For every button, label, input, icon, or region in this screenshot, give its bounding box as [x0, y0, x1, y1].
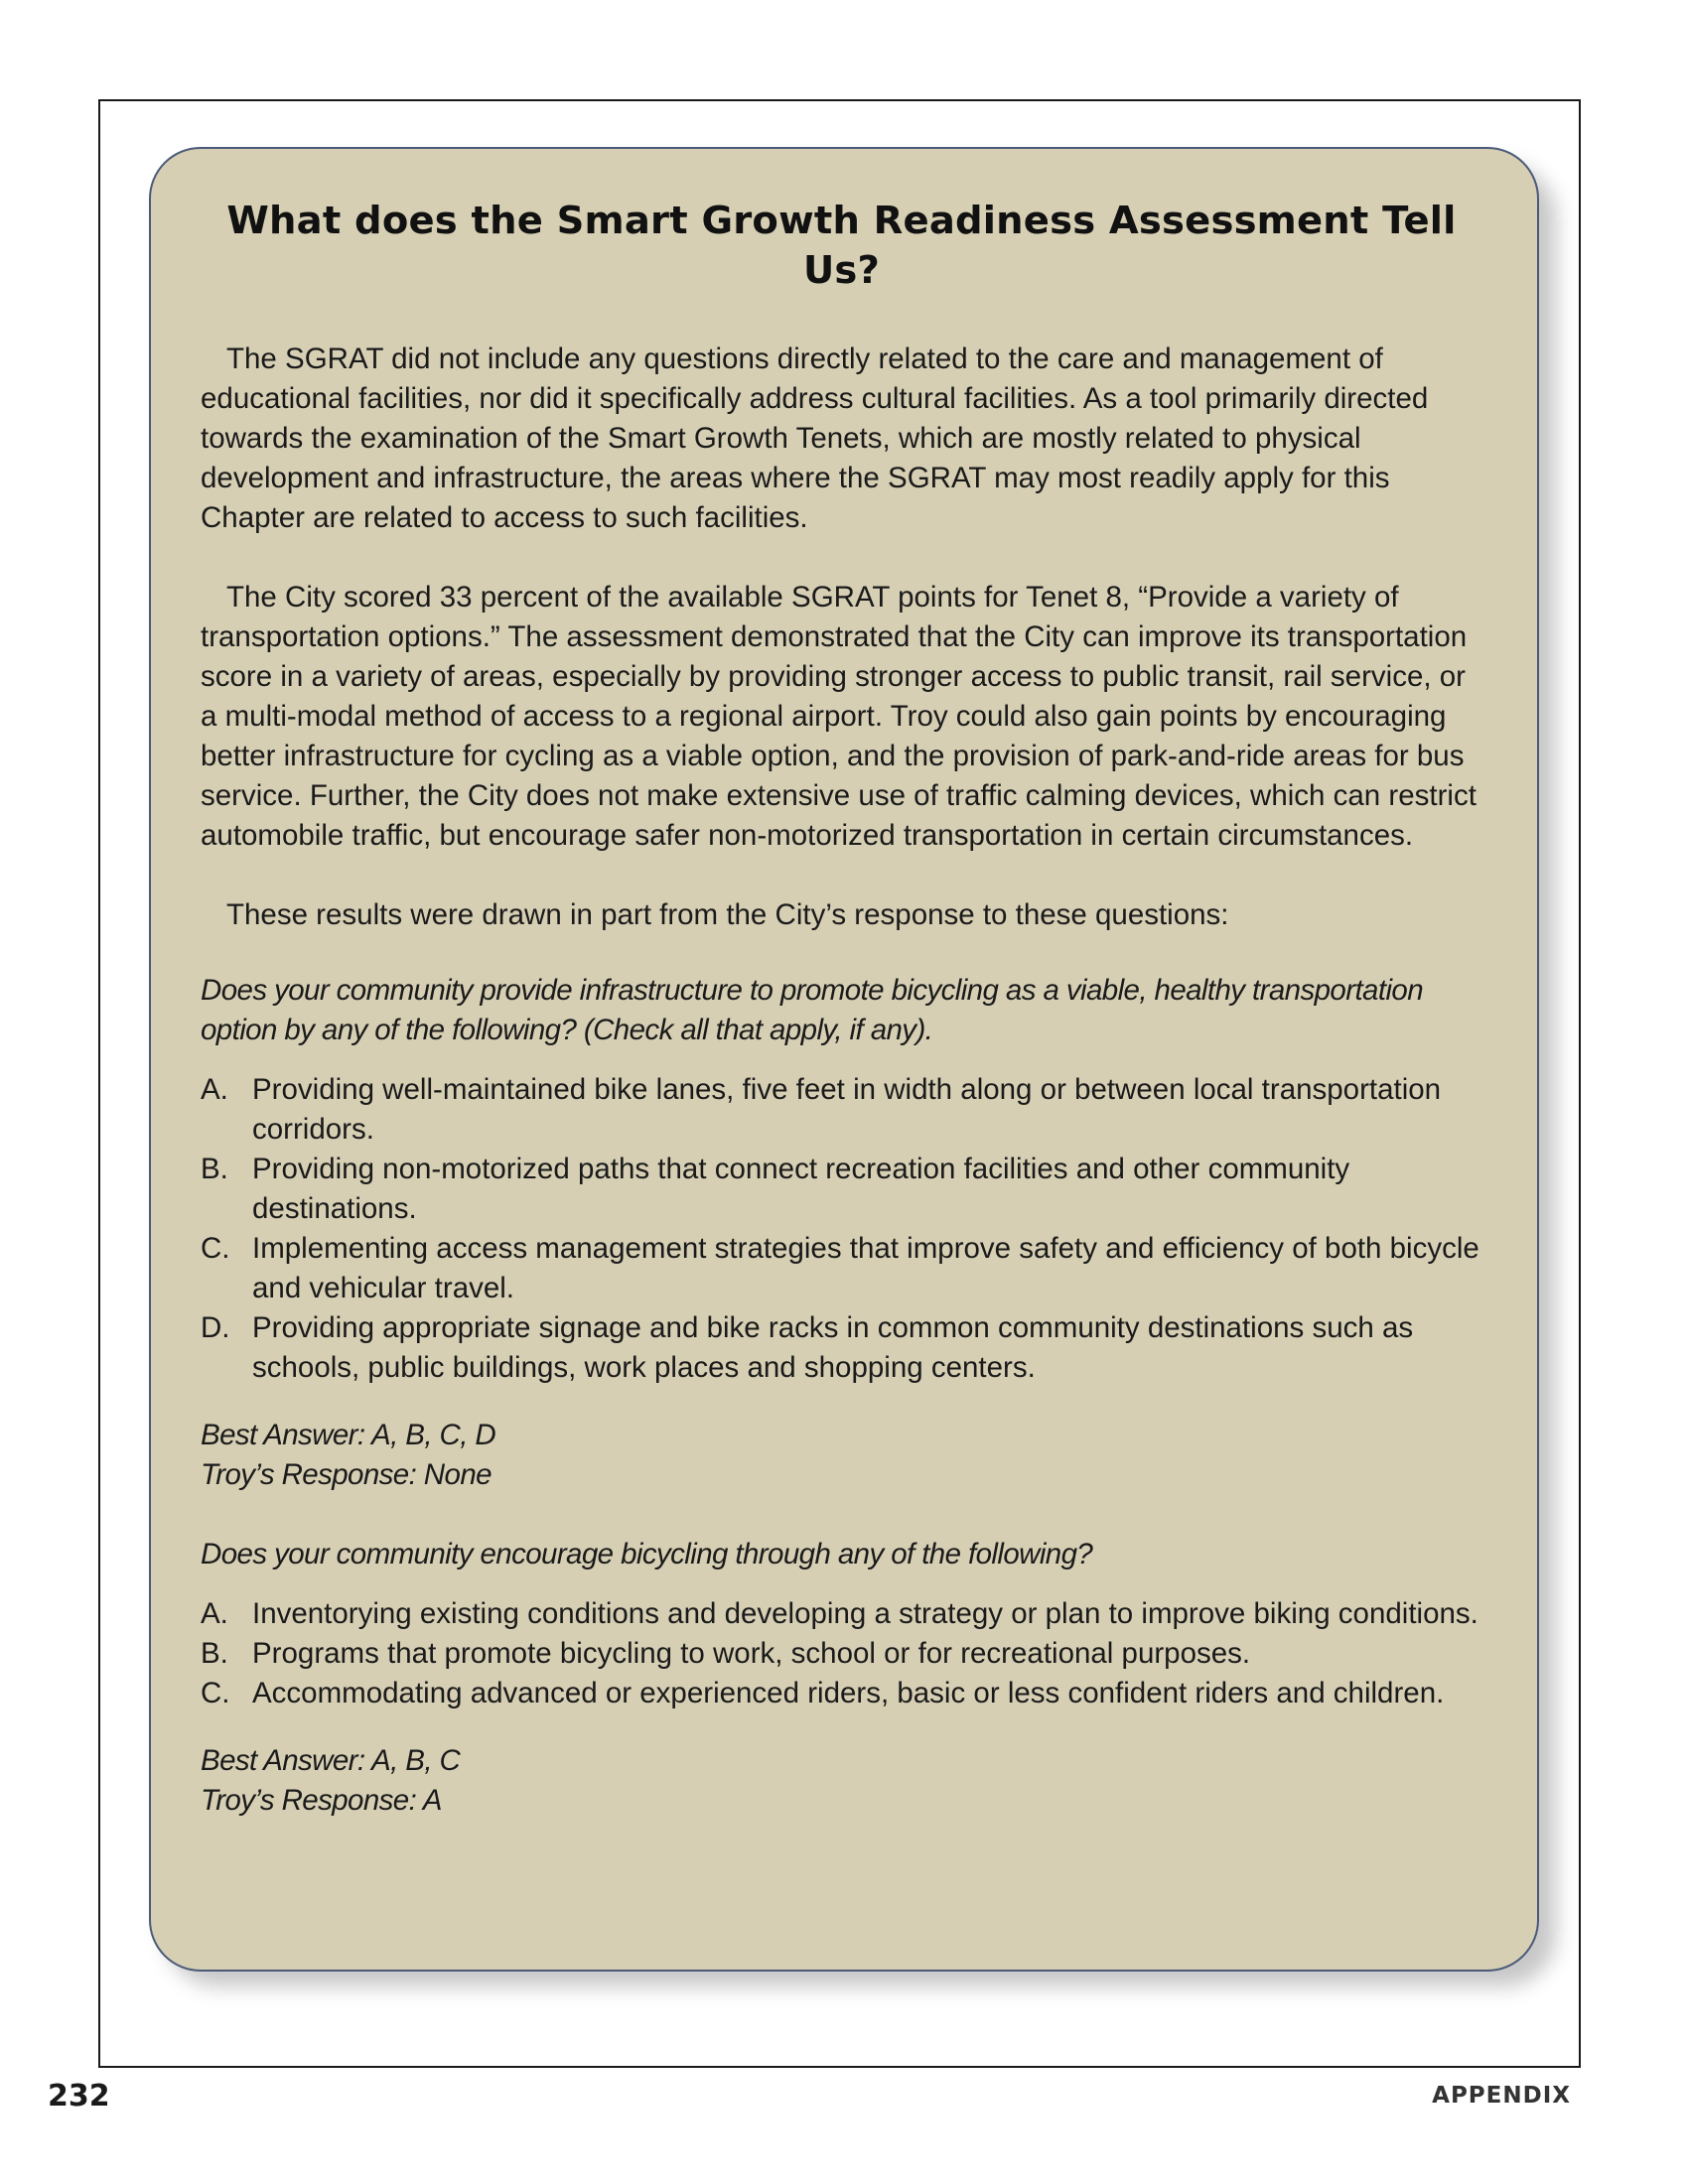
answer-block — [201, 1416, 1482, 1495]
option-text: Providing appropriate signage and bike racks in common community destinations such as schools, public buildings, work places and shopping centers. — [252, 1311, 1414, 1384]
option-list — [201, 1594, 1482, 1713]
list-item — [201, 1308, 1482, 1388]
option-text: Programs that promote bicycling to work, school or for recreational purposes. — [252, 1637, 1251, 1670]
list-item — [201, 1674, 1482, 1713]
panel-title: What does the Smart Growth Readiness Assessment Tell Us? — [226, 199, 1457, 293]
list-item — [201, 1634, 1482, 1674]
question-block-encouragement — [201, 1535, 1482, 1821]
intro-paragraph: The SGRAT did not include any questions directly related to the care and management of educational facilities, nor did it specifically address cultural facilities. As a tool primarily directed towards the examination of the Smart Growth Tenets, which are mostly related to physical development and infrastructure, the areas where the SGRAT may most readily apply for this Chapter are related to access to such facilities. — [201, 342, 1429, 534]
page-number: 232 — [48, 2079, 110, 2114]
option-letter: B. — [201, 1637, 228, 1670]
option-letter: D. — [201, 1311, 230, 1344]
troy-response: Troy’s Response: None — [201, 1458, 492, 1491]
results-paragraph: These results were drawn in part from the City’s response to these questions: — [226, 898, 1229, 931]
answer-block — [201, 1741, 1482, 1821]
troy-response: Troy’s Response: A — [201, 1784, 442, 1817]
option-text: Inventorying existing conditions and developing a strategy or plan to improve biking conditions. — [252, 1597, 1478, 1630]
question-text: Does your community provide infrastructure to promote bicycling as a viable, healthy transportation option by any of the following? (Check all that apply, if any). — [201, 974, 1424, 1046]
section-label: APPENDIX — [1432, 2083, 1571, 2109]
option-letter: B. — [201, 1153, 228, 1185]
option-letter: C. — [201, 1677, 230, 1709]
option-letter: A. — [201, 1597, 228, 1630]
option-text: Providing non-motorized paths that connect recreation facilities and other community destinations. — [252, 1153, 1350, 1225]
option-letter: A. — [201, 1073, 228, 1106]
list-item — [201, 1229, 1482, 1308]
assessment-panel — [149, 147, 1539, 1972]
option-text: Accommodating advanced or experienced riders, basic or less confident riders and children. — [252, 1677, 1445, 1709]
best-answer: Best Answer: A, B, C — [201, 1744, 461, 1777]
list-item — [201, 1150, 1482, 1229]
score-paragraph: The City scored 33 percent of the available SGRAT points for Tenet 8, “Provide a variety of transportation options.” The assessment demonstrated that the City can improve its transportation score in a variety of areas, especially by providing stronger access to public transit, rail service, or a multi-modal method of access to a regional airport. Troy could also gain points by encouraging better infrastructure for cycling as a viable option, and the provision of park-and-ride areas for bus service. Further, the City does not make extensive use of traffic calming devices, which can restrict automobile traffic, but encourage safer non-motorized transportation in certain circumstances. — [201, 581, 1477, 852]
question-block-infrastructure — [201, 971, 1482, 1495]
option-text: Providing well-maintained bike lanes, five feet in width along or between local transportation corridors. — [252, 1073, 1442, 1146]
option-text: Implementing access management strategies that improve safety and efficiency of both bicycle and vehicular travel. — [252, 1232, 1479, 1304]
option-letter: C. — [201, 1232, 230, 1265]
question-text: Does your community encourage bicycling through any of the following? — [201, 1538, 1093, 1570]
list-item — [201, 1594, 1482, 1634]
list-item — [201, 1070, 1482, 1150]
option-list — [201, 1070, 1482, 1388]
best-answer: Best Answer: A, B, C, D — [201, 1419, 496, 1451]
